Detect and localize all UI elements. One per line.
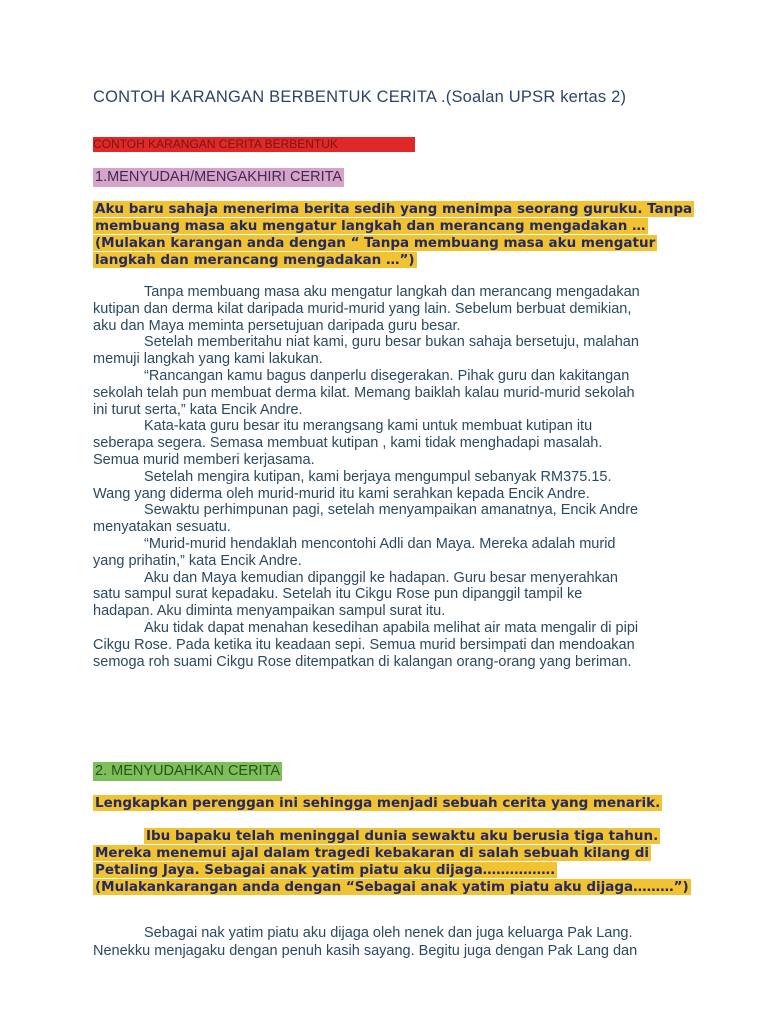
section1-prompt-line: (Mulakan karangan anda dengan “ Tanpa membuang masa aku mengatur (95, 235, 656, 251)
line-text: Setelah memberitahu niat kami, guru besar bukan sahaja bersetuju, malahan (144, 334, 639, 351)
paragraph-line (93, 654, 640, 671)
paragraph-line (93, 603, 640, 620)
line-text: Tanpa membuang masa aku mengatur langkah dan merancang mengadakan (144, 284, 640, 300)
document-title: CONTOH KARANGAN BERBENTUK CERITA .(Soalan UPSR kertas 2) (93, 88, 627, 106)
paragraph-line (93, 385, 640, 402)
line-text: Cikgu Rose. Pada ketika itu keadaan sepi. Semua murid bersimpati dan mendoakan (93, 636, 635, 653)
line-text: (Mulakankarangan anda dengan “Sebagai anak yatim piatu aku dijaga………”) (95, 879, 689, 895)
paragraph-line (93, 334, 640, 351)
paragraph-line (93, 570, 640, 587)
section1-heading: 1.MENYUDAH/MENGAKHIRI CERITA (95, 169, 343, 185)
line-text: Wang yang diderma oleh murid-murid itu kami serahkan kepada Encik Andre. (93, 485, 590, 502)
paragraph-line (93, 284, 640, 301)
line-text: memuji langkah yang kami lakukan. (93, 351, 323, 368)
line-text: Sewaktu perhimpunan pagi, setelah menyampaikan amanatnya, Encik Andre (144, 502, 639, 519)
section1-prompt-line: langkah dan merancang mengadakan …”) (95, 252, 415, 268)
line-text: “Murid-murid hendaklah mencontohi Adli dan Maya. Mereka adalah murid (144, 535, 616, 552)
section1-prompt-line: Aku baru sahaja menerima berita sedih yang menimpa seorang guruku. Tanpa (95, 201, 693, 217)
paragraph-line (93, 351, 640, 368)
section2-instruction-text: Lengkapkan perenggan ini sehingga menjadi sebuah cerita yang menarik. (95, 795, 661, 811)
section2-prompt (93, 828, 691, 896)
paragraph-line (93, 924, 637, 942)
red-highlight-line: CONTOH KARANGAN CERITA BERBENTUK (93, 137, 415, 152)
section2-heading: 2. MENYUDAHKAN CERITA (95, 763, 281, 779)
line-text: Nenekku menjagaku dengan penuh kasih sayang. Begitu juga dengan Pak Lang dan (93, 943, 638, 959)
paragraph-line (93, 452, 640, 469)
section1-prompt (93, 201, 694, 269)
paragraph-line (93, 586, 640, 603)
paragraph-line (93, 318, 640, 335)
paragraph-line (93, 469, 640, 486)
line-text: Aku tidak dapat menahan kesedihan apabila melihat air mata mengalir di pipi (144, 619, 639, 636)
paragraph-line (93, 301, 640, 318)
line-text: hadapan. Aku diminta menyampaikan sampul surat itu. (93, 603, 446, 620)
paragraph-line (93, 637, 640, 654)
paragraph-line (93, 486, 640, 503)
paragraph-line (93, 828, 691, 845)
paragraph-line (93, 519, 640, 536)
paragraph-line (93, 553, 640, 570)
line-text: semoga roh suami Cikgu Rose ditempatkan di kalangan orang-orang yang beriman. (93, 653, 632, 670)
line-text: seberapa segera. Semasa membuat kutipan , kami tidak menghadapi masalah. (93, 435, 603, 452)
paragraph-line (93, 418, 640, 435)
paragraph-line (93, 536, 640, 553)
line-text: aku dan Maya meminta persetujuan daripada guru besar. (93, 317, 461, 334)
line-text: kutipan dan derma kilat daripada murid-murid yang lain. Sebelum berbuat demikian, (93, 300, 632, 317)
paragraph-line (93, 879, 691, 896)
paragraph-line (93, 620, 640, 637)
line-text: Kata-kata guru besar itu merangsang kami untuk membuat kutipan itu (144, 418, 593, 435)
section2-instruction (93, 795, 662, 812)
line-text: Mereka menemui ajal dalam tragedi kebakaran di salah sebuah kilang di (95, 845, 650, 861)
section2-body (93, 924, 637, 960)
line-text: ini turut serta,” kata Encik Andre. (93, 401, 303, 418)
paragraph-line (93, 862, 691, 879)
line-text: menyatakan sesuatu. (93, 519, 231, 536)
paragraph-line (93, 942, 637, 960)
line-text: sekolah telah pun membuat derma kilat. Memang baiklah kalau murid-murid sekolah (93, 384, 635, 401)
paragraph-line (93, 402, 640, 419)
line-text: Sebagai nak yatim piatu aku dijaga oleh nenek dan juga keluarga Pak Lang. (144, 925, 633, 941)
line-text: yang prihatin,” kata Encik Andre. (93, 552, 302, 569)
line-text: Petaling Jaya. Sebagai anak yatim piatu aku dijaga……………. (95, 862, 556, 878)
section1-prompt-line: membuang masa aku mengatur langkah dan merancang mengadakan … (95, 218, 646, 234)
paragraph-line (93, 845, 691, 862)
line-text: Aku dan Maya kemudian dipanggil ke hadapan. Guru besar menyerahkan (144, 569, 618, 586)
line-text: Setelah mengira kutipan, kami berjaya mengumpul sebanyak RM375.15. (144, 468, 612, 485)
line-text: Ibu bapaku telah meninggal dunia sewaktu aku berusia tiga tahun. (146, 828, 659, 844)
paragraph-line (93, 368, 640, 385)
line-text: satu sampul surat kepadaku. Setelah itu Cikgu Rose pun dipanggil tampil ke (93, 586, 583, 603)
section1-body (93, 284, 640, 670)
paragraph-line (93, 502, 640, 519)
line-text: Semua murid memberi kerjasama. (93, 451, 315, 468)
line-text: “Rancangan kamu bagus danperlu disegerakan. Pihak guru dan kakitangan (144, 367, 630, 384)
paragraph-line (93, 435, 640, 452)
